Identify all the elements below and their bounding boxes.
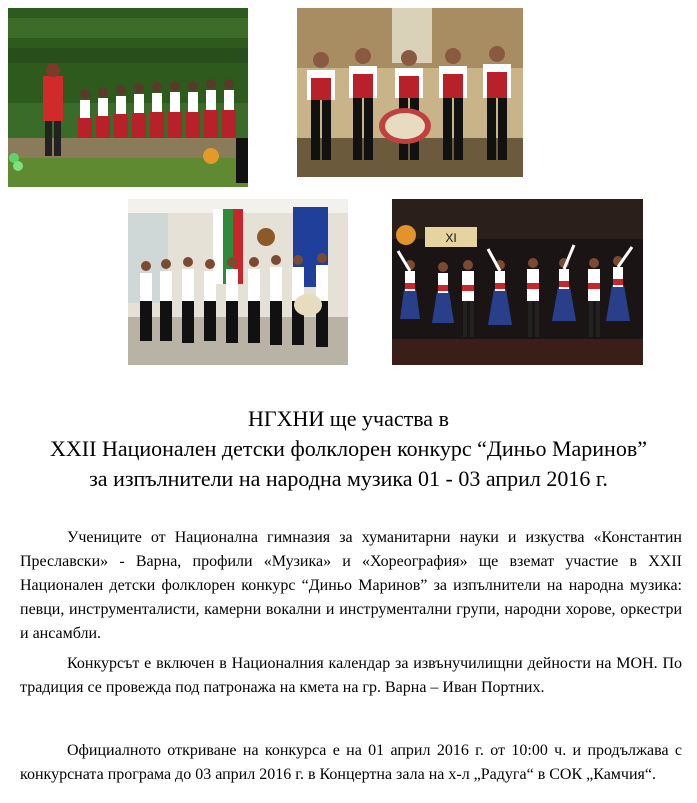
paragraph-calendar: Конкурсът е включен в Националния календар за извънучилищни дейности на МОН. По традиция се провежда под патронажа на кмета на гр. Варна – Иван Портних. xyxy=(20,655,682,696)
article-heading xyxy=(0,404,697,494)
photo-instrumental-group xyxy=(297,8,523,177)
photo-dance-ensemble-stage xyxy=(392,199,643,365)
heading-line-1: НГХНИ ще участва в xyxy=(248,406,449,431)
stage-banner-text: XI xyxy=(445,231,457,245)
heading-line-3: за изпълнители на народна музика 01 - 03 април 2016 г. xyxy=(89,466,608,491)
paragraph-participants: Учениците от Национална гимназия за хуманитарни науки и изкуства «Константин Преславски» - Варна, профили «Музика» и «Хореография» ще вземат участие в XXII Национален детски фолклорен конкурс “Диньо Маринов” за изпълнители на народна музика: певци, инструменталисти, камерни вокални и инструментални групи, народни хорове, оркестри и ансамбли. xyxy=(20,529,682,642)
photo-hall-with-flags xyxy=(128,199,348,365)
heading-line-2: XXII Национален детски фолклорен конкурс “Диньо Маринов” xyxy=(50,436,647,461)
paragraph-opening: Официалното откриване на конкурса е на 01 април 2016 г. от 10:00 ч. и продължава с конкурсната програма до 03 април 2016 г. в Концертна зала на х-л „Радуга“ в СОК „Камчия“. xyxy=(20,742,682,783)
photo-outdoor-choir xyxy=(8,8,248,187)
